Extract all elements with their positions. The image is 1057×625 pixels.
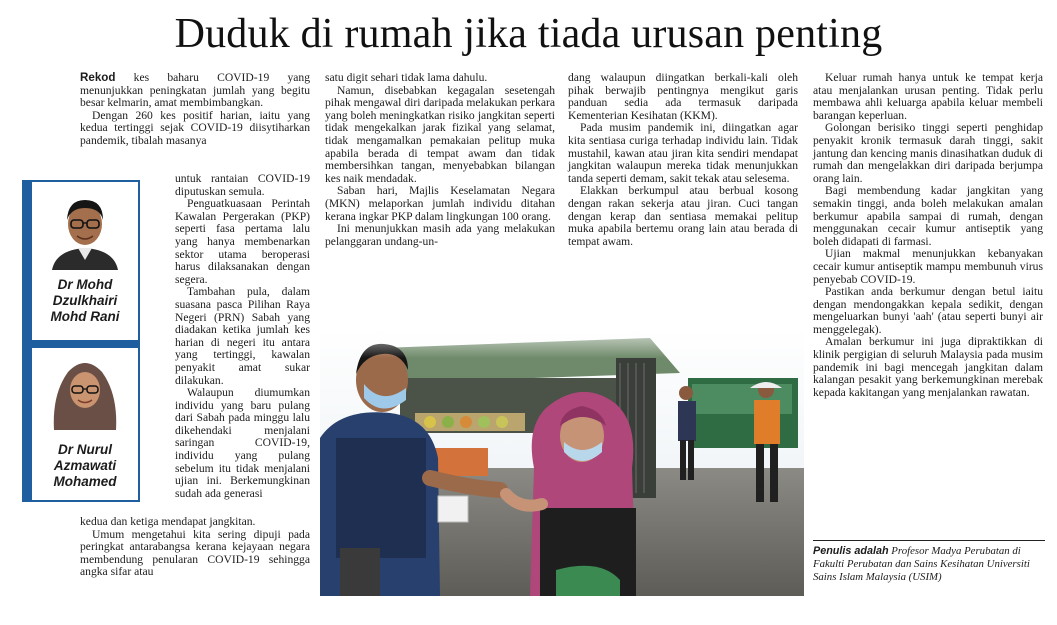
col2-paragraph-3: Saban hari, Majlis Keselamatan Negara (MKN) melaporkan jumlah individu ditahan kerana ingkar PKP dalam lingkungan 100 orang. — [325, 184, 555, 223]
article-column-4 — [813, 72, 1043, 399]
author-panel — [22, 180, 140, 502]
col4-paragraph-6: Amalan berkumur ini juga dipraktikkan di klinik pergigian di seluruh Malaysia pada musim pandemik ini bagi mencegah jangkitan dalam kalangan pesakit yang berkemungkinan merebak kepada kakitangan yang menjalankan rawatan. — [813, 335, 1043, 399]
author-1-name-line-3: Mohd Rani — [50, 309, 120, 324]
paragraph-5: Walaupun diumumkan individu yang baru pulang dari Sabah pada minggu lalu dikehendaki menjalani saringan COVID-19, individu yang pulang sebelum itu tidak menjalani ujian ini. Berkemungkinan sudah ada generasi — [175, 386, 310, 500]
wrapped-text-beside-authors — [175, 173, 310, 500]
article-column-2 — [325, 72, 555, 248]
paragraph-3: Penguatkuasaan Perintah Kawalan Pergerakan (PKP) seperti fasa pertama lalu yang hanya membenarkan sektor utama beroperasi harus dilaksanakan dengan segera. — [175, 197, 310, 286]
col3-paragraph-3: Elakkan berkumpul atau berbual kosong dengan rakan sekerja atau jiran. Cuci tangan dengan kerap dan sentiasa memakai pelitup muka apabila bertemu orang lain atau berada di tempat awam. — [568, 184, 798, 248]
author-2-name-line-1: Dr Nurul — [58, 442, 112, 457]
byline-text: Profesor Madya Perubatan di Fakulti Perubatan dan Sains Kesihatan Universiti Sains Islam Malaysia (USIM) — [813, 545, 1030, 583]
paragraph-5-end: kedua dan ketiga mendapat jangkitan. — [80, 515, 256, 528]
col4-paragraph-5: Pastikan anda berkumur dengan betul iaitu dengan mendongakkan kepala sedikit, dengan mengeluarkan bunyi 'aah' (atau seperti bunyi air menggelegak). — [813, 285, 1043, 336]
col2-paragraph-1: satu digit sehari tidak lama dahulu. — [325, 71, 488, 84]
col4-paragraph-1: Keluar rumah hanya untuk ke tempat kerja atau menjalankan urusan penting. Tidak perlu membawa ahli keluarga apabila keluar membeli barangan keperluan. — [813, 71, 1043, 122]
article-column-3 — [568, 72, 798, 248]
author-2-name-line-3: Mohamed — [53, 474, 117, 489]
paragraph-1 — [80, 72, 310, 110]
col3-paragraph-1: dang walaupun diingatkan berkali-kali oleh pihak berwajib pentingnya mengikut garis panduan sedia ada termasuk daripada Kementerian Kesihatan (KKM). — [568, 71, 798, 122]
column-1-bottom — [80, 516, 310, 579]
lead-word: Rekod — [80, 71, 116, 84]
author-2-name-line-2: Azmawati — [53, 458, 117, 473]
paragraph-6: Umum mengetahui kita sering dipuji pada peringkat antarabangsa kerana kejayaan negara membendung penularan COVID-19 sehingga angka sifar atau — [80, 527, 310, 579]
paragraph-4: Tambahan pula, dalam suasana pasca Pilihan Raya Negeri (PRN) Sabah yang diadakan ketika jumlah kes harian di negeri itu antara yang tertinggi, kawalan penyakit amat sukar dilakukan. — [175, 285, 310, 387]
author-1-portrait — [46, 190, 124, 270]
paragraph-2-wrap: untuk rantaian COVID-19 diputuskan semula. — [175, 172, 310, 198]
author-2-name — [32, 442, 138, 490]
col3-paragraph-2: Pada musim pandemik ini, diingatkan agar kita sentiasa curiga terhadap individu lain. Tidak mustahil, kawan atau jiran kita sendiri mendapat jangkitan walaupun mereka tidak menunjukkan tanda seperti demam, sakit tekak atau selesema. — [568, 121, 798, 185]
author-2-portrait — [46, 350, 124, 430]
author-panel-inner — [32, 182, 138, 500]
author-1-name-line-2: Dzulkhairi — [52, 293, 118, 308]
col4-paragraph-4: Ujian makmal menunjukkan kebanyakan cecair kumur antiseptik mampu membunuh virus penyebab COVID-19. — [813, 247, 1043, 286]
col2-paragraph-2: Namun, disebabkan kegagalan sesetengah pihak mengawal diri daripada melakukan perkara yang boleh meningkatkan risiko jangkitan seperti tidak mengekalkan jarak fizikal yang selamat, tidak mengamalkan pemakaian pelitup muka apabila berada di tempat awam dan tidak membersihkan tangan, menyebabkan bilangan kes naik mendadak. — [325, 83, 555, 185]
author-1-name — [32, 277, 138, 325]
paragraph-1-text: kes baharu COVID-19 yang menunjukkan peningkatan jumlah yang begitu besar kelmarin, amat membimbangkan. — [80, 71, 310, 110]
market-photo — [320, 318, 804, 596]
author-byline — [813, 540, 1045, 583]
col4-paragraph-3: Bagi membendung kadar jangkitan yang semakin tinggi, anda boleh melakukan amalan berkumur apabila sampai di rumah, dengan menggunakan cecair kumur antiseptik yang boleh didapati di farmasi. — [813, 184, 1043, 248]
author-1-name-line-1: Dr Mohd — [57, 277, 113, 292]
byline-label: Penulis adalah — [813, 545, 889, 557]
col2-paragraph-4: Ini menunjukkan masih ada yang melakukan pelanggaran undang-un- — [325, 222, 555, 248]
paragraph-2-top: Dengan 260 kes positif harian, iaitu yang kedua tertinggi sejak COVID-19 diisytiharkan pandemik, tibalah masanya — [80, 108, 310, 147]
headline: Duduk di rumah jika tiada urusan penting — [174, 11, 883, 57]
author-divider — [32, 340, 138, 348]
market-photo-illustration — [320, 318, 804, 596]
col4-paragraph-2: Golongan berisiko tinggi seperti penghidap penyakit kronik termasuk darah tinggi, sakit jantung dan kencing manis dinasihatkan duduk di rumah dan mengelakkan diri daripada berjumpa orang lain. — [813, 121, 1043, 185]
